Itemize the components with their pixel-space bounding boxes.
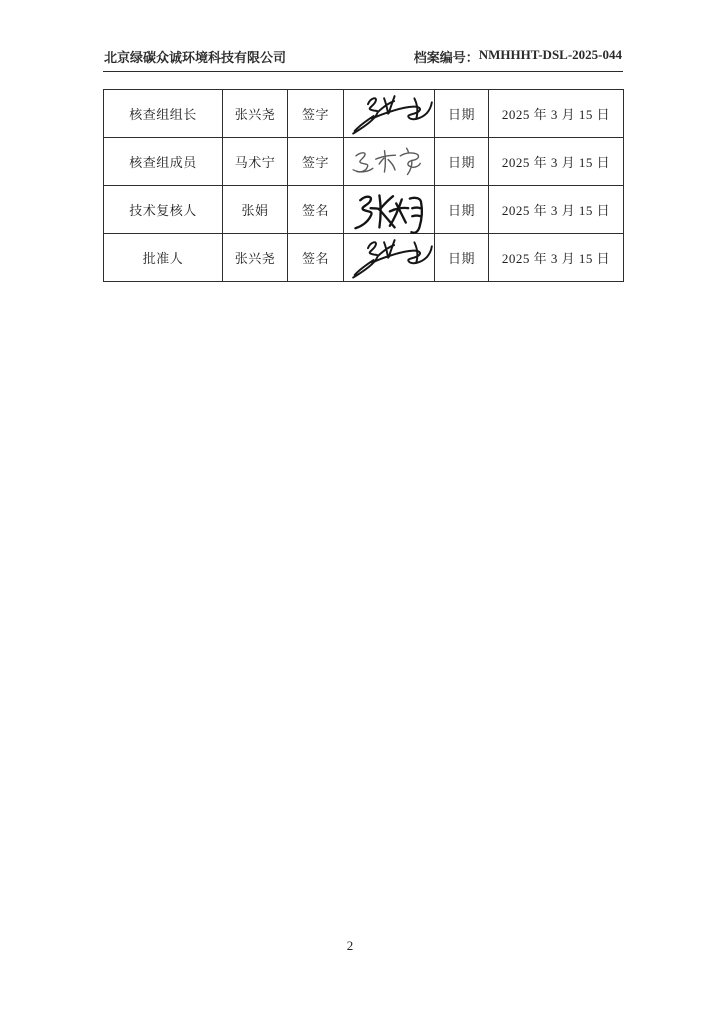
date-value-cell: 2025 年 3 月 15 日 — [489, 186, 624, 234]
signature-cell — [344, 138, 435, 186]
doc-number — [414, 47, 622, 66]
signature-cell — [344, 90, 435, 138]
table-row — [104, 138, 624, 186]
date-label-cell: 日期 — [435, 234, 489, 282]
date-label-cell: 日期 — [435, 186, 489, 234]
sign-label-cell: 签名 — [288, 234, 344, 282]
signature-image-mashuning — [344, 138, 434, 185]
sign-label-cell: 签名 — [288, 186, 344, 234]
signature-table — [103, 89, 624, 282]
name-cell: 马术宁 — [223, 138, 288, 186]
doc-number-label: 档案编号： — [413, 50, 479, 65]
date-value-cell: 2025 年 3 月 15 日 — [489, 234, 624, 282]
role-cell: 核查组成员 — [104, 138, 223, 186]
name-cell: 张兴尧 — [223, 90, 288, 138]
date-label-cell: 日期 — [435, 138, 489, 186]
name-cell: 张娟 — [223, 186, 288, 234]
sign-label-cell: 签字 — [288, 90, 344, 138]
table-row — [104, 234, 624, 282]
signature-table-body — [104, 90, 624, 282]
signature-image-zhangxingyao — [344, 234, 434, 281]
role-cell: 核查组组长 — [104, 90, 223, 138]
company-name: 北京绿碳众诚环境科技有限公司 — [104, 50, 287, 65]
date-value-cell: 2025 年 3 月 15 日 — [489, 138, 624, 186]
signature-image-zhangxingyao — [344, 90, 434, 137]
table-row — [104, 186, 624, 234]
role-cell: 技术复核人 — [104, 186, 223, 234]
date-label-cell: 日期 — [435, 90, 489, 138]
date-value-cell: 2025 年 3 月 15 日 — [489, 90, 624, 138]
table-row — [104, 90, 624, 138]
role-cell: 批准人 — [104, 234, 223, 282]
page-header — [104, 47, 622, 66]
doc-number-value: NMHHHT-DSL-2025-044 — [478, 47, 622, 62]
signature-cell — [344, 234, 435, 282]
page-number: 2 — [346, 938, 354, 953]
sign-label-cell: 签字 — [288, 138, 344, 186]
name-cell: 张兴尧 — [223, 234, 288, 282]
signature-cell — [344, 186, 435, 234]
header-rule — [103, 71, 623, 72]
signature-image-zhangjuan — [344, 186, 434, 233]
